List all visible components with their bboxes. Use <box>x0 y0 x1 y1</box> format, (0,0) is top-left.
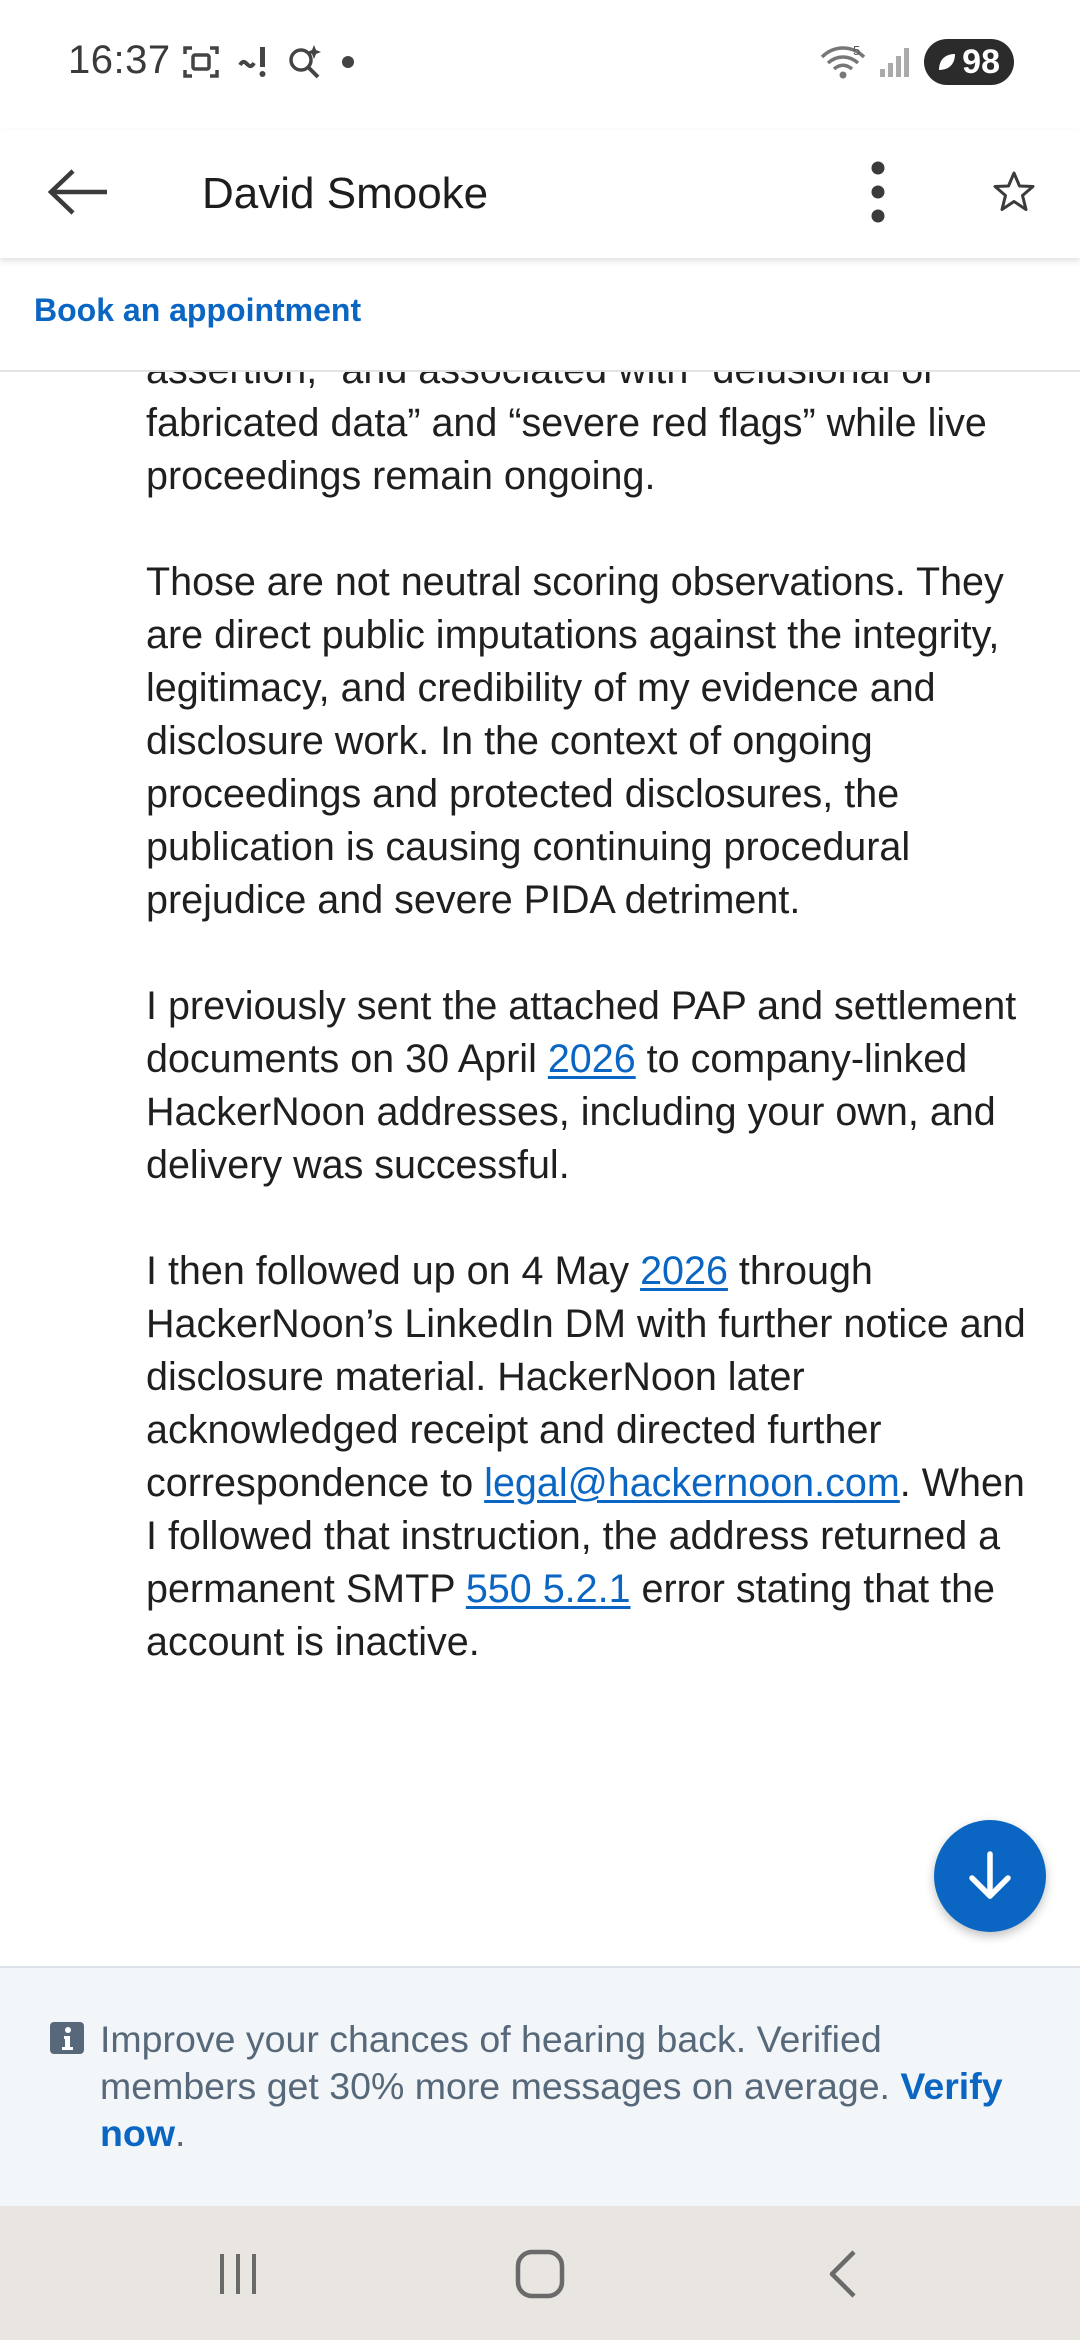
message-thread[interactable] <box>0 372 1080 1966</box>
message-text-segment: error stating that the account is inactive. <box>146 1567 996 1664</box>
date-link[interactable]: 2026 <box>547 1037 636 1081</box>
message-paragraph <box>146 980 1026 1192</box>
message-body <box>146 344 1026 1722</box>
status-bar <box>0 0 1080 130</box>
search-sparkle-icon <box>286 43 324 81</box>
conversation-header <box>0 130 1080 258</box>
home-icon <box>514 2248 566 2300</box>
home-button[interactable] <box>490 2234 590 2314</box>
status-system-icons <box>820 38 1014 86</box>
book-appointment-bar <box>0 258 1080 372</box>
arrow-down-icon <box>967 1850 1013 1902</box>
message-paragraph <box>146 1245 1026 1669</box>
recent-apps-button[interactable] <box>188 2234 288 2314</box>
message-paragraph: fabricated data” and “severe red flags” while live proceedings remain ongoing. <box>146 401 987 498</box>
battery-indicator <box>924 39 1014 85</box>
system-back-button[interactable] <box>792 2234 892 2314</box>
dot-icon <box>340 54 356 70</box>
leaf-icon <box>936 51 958 73</box>
message-text-segment: through HackerNoon’s LinkedIn DM with further notice and disclosure material. HackerNoon later acknowledged receipt and directed further correspondence to <box>146 1249 1026 1505</box>
screenshot-icon <box>182 44 220 80</box>
message-text-segment: . When I followed that instruction, the address returned a permanent SMTP <box>146 1461 1025 1611</box>
message-text-segment: to company-linked HackerNoon addresses, including your own, and delivery was successful. <box>146 1037 996 1187</box>
email-link[interactable]: legal@hackernoon.com <box>484 1461 900 1505</box>
verify-banner <box>0 1966 1080 2206</box>
recent-apps-icon <box>214 2251 262 2297</box>
star-button[interactable] <box>972 150 1056 234</box>
wifi-icon <box>820 43 866 81</box>
chevron-left-icon <box>824 2248 860 2300</box>
status-notification-icons <box>182 42 356 82</box>
date-link[interactable]: 2026 <box>640 1249 728 1293</box>
verify-suffix: . <box>174 2112 186 2154</box>
verify-now-link[interactable]: Verify now <box>100 2065 1003 2154</box>
scroll-to-bottom-button[interactable] <box>934 1820 1046 1932</box>
wifi-badge: 5 <box>853 43 861 58</box>
book-appointment-link[interactable]: Book an appointment <box>34 292 362 328</box>
message-paragraph: Those are not neutral scoring observations. They are direct public imputations against the integrity, legitimacy, and credibility of my evidence and disclosure work. In the context of ongoing proceedings and protected disclosures, the publication is causing continuing procedural prejudice and severe PIDA detriment. <box>146 560 1004 922</box>
back-button[interactable] <box>36 150 120 234</box>
conversation-title[interactable]: David Smooke <box>202 169 489 218</box>
smtp-code-link[interactable]: 550 5.2.1 <box>465 1567 631 1611</box>
battery-level: 98 <box>962 42 1000 81</box>
more-options-button[interactable] <box>838 150 918 234</box>
info-icon <box>50 2022 84 2054</box>
accessibility-notification-icon <box>236 43 270 81</box>
more-vertical-icon <box>868 160 888 224</box>
verify-text: Improve your chances of hearing back. Verified members get 30% more messages on average. <box>100 2018 901 2107</box>
message-text-segment: I previously sent the attached PAP and settlement documents on 30 April <box>146 984 1017 1081</box>
arrow-left-icon <box>45 167 111 217</box>
status-time: 16:37 <box>68 38 171 82</box>
verify-message <box>100 2016 1040 2157</box>
message-text-segment: I then followed up on 4 May <box>146 1249 641 1293</box>
star-outline-icon <box>992 170 1036 214</box>
signal-icon <box>878 45 912 79</box>
system-navigation-bar <box>0 2206 1080 2340</box>
